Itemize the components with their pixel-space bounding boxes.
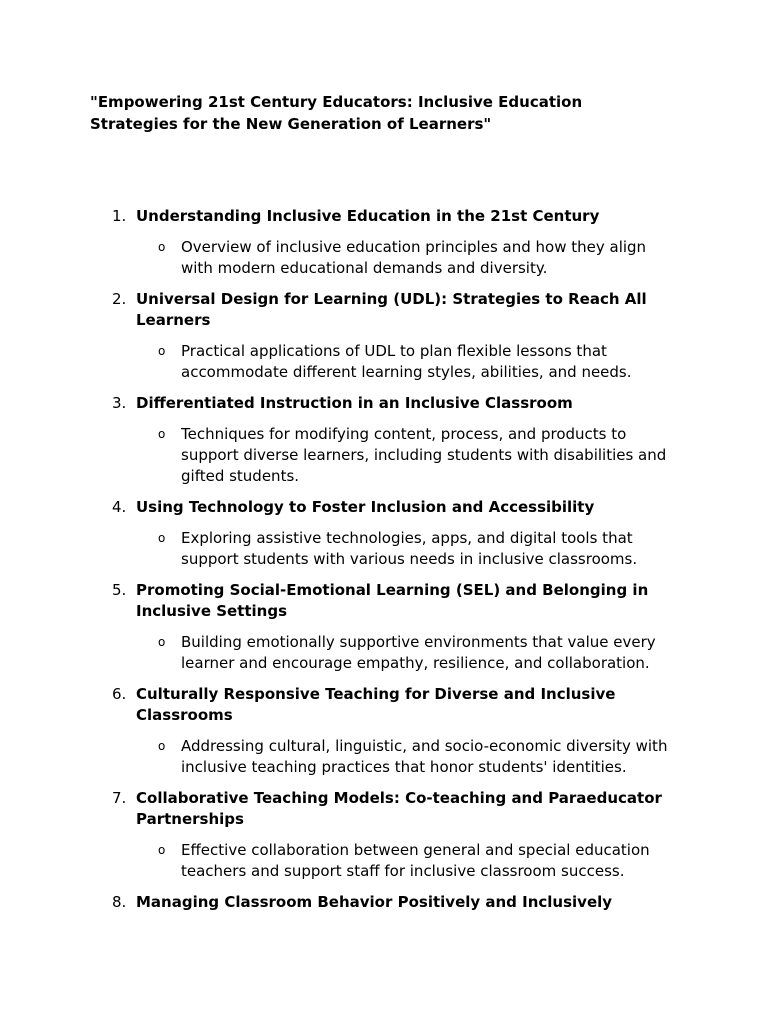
item-description-row: [0, 424, 768, 487]
outline-item: [0, 206, 768, 279]
item-number: 2.: [112, 290, 127, 308]
bullet-marker: o: [158, 531, 166, 545]
bullet-marker: o: [158, 635, 166, 649]
outline-item: [0, 892, 768, 913]
item-description-row: [0, 632, 768, 674]
outline-item: [0, 497, 768, 570]
outline-item: [0, 684, 768, 778]
item-description: Effective collaboration between general and special education teachers and support staff for inclusive classroom success.: [181, 841, 650, 880]
item-description: Overview of inclusive education principles and how they align with modern educational demands and diversity.: [181, 238, 647, 277]
topic-outline: [0, 206, 768, 923]
outline-item: [0, 788, 768, 882]
item-heading: Universal Design for Learning (UDL): Strategies to Reach All Learners: [136, 290, 647, 329]
item-description: Building emotionally supportive environments that value every learner and encourage empathy, resilience, and collaboration.: [181, 633, 656, 672]
item-number: 6.: [112, 685, 127, 703]
item-description-row: [0, 341, 768, 383]
bullet-marker: o: [158, 739, 166, 753]
item-heading: Collaborative Teaching Models: Co-teaching and Paraeducator Partnerships: [136, 789, 662, 828]
item-description-row: [0, 528, 768, 570]
bullet-marker: o: [158, 427, 166, 441]
item-heading: Promoting Social-Emotional Learning (SEL) and Belonging in Inclusive Settings: [136, 581, 649, 620]
item-number: 7.: [112, 789, 127, 807]
item-description: Addressing cultural, linguistic, and socio-economic diversity with inclusive teaching practices that honor students' identities.: [181, 737, 668, 776]
item-number: 8.: [112, 893, 127, 911]
item-description-row: [0, 237, 768, 279]
outline-item: [0, 289, 768, 383]
item-number: 5.: [112, 581, 127, 599]
outline-item: [0, 580, 768, 674]
item-number: 4.: [112, 498, 127, 516]
item-heading: Culturally Responsive Teaching for Diverse and Inclusive Classrooms: [136, 685, 616, 724]
item-description-row: [0, 736, 768, 778]
outline-item: [0, 393, 768, 487]
item-number: 1.: [112, 207, 127, 225]
bullet-marker: o: [158, 344, 166, 358]
item-heading: Managing Classroom Behavior Positively and Inclusively: [136, 893, 613, 911]
bullet-marker: o: [158, 240, 166, 254]
bullet-marker: o: [158, 843, 166, 857]
item-heading: Using Technology to Foster Inclusion and Accessibility: [136, 498, 595, 516]
document-title: "Empowering 21st Century Educators: Inclusive Education Strategies for the New Generation of Learners": [90, 93, 583, 133]
item-description: Practical applications of UDL to plan flexible lessons that accommodate different learning styles, abilities, and needs.: [181, 342, 632, 381]
item-number: 3.: [112, 394, 127, 412]
item-description: Exploring assistive technologies, apps, and digital tools that support students with various needs in inclusive classrooms.: [181, 529, 638, 568]
item-description-row: [0, 840, 768, 882]
item-heading: Understanding Inclusive Education in the 21st Century: [136, 207, 600, 225]
item-description: Techniques for modifying content, process, and products to support diverse learners, including students with disabilities and gifted students.: [181, 425, 667, 485]
item-heading: Differentiated Instruction in an Inclusive Classroom: [136, 394, 573, 412]
